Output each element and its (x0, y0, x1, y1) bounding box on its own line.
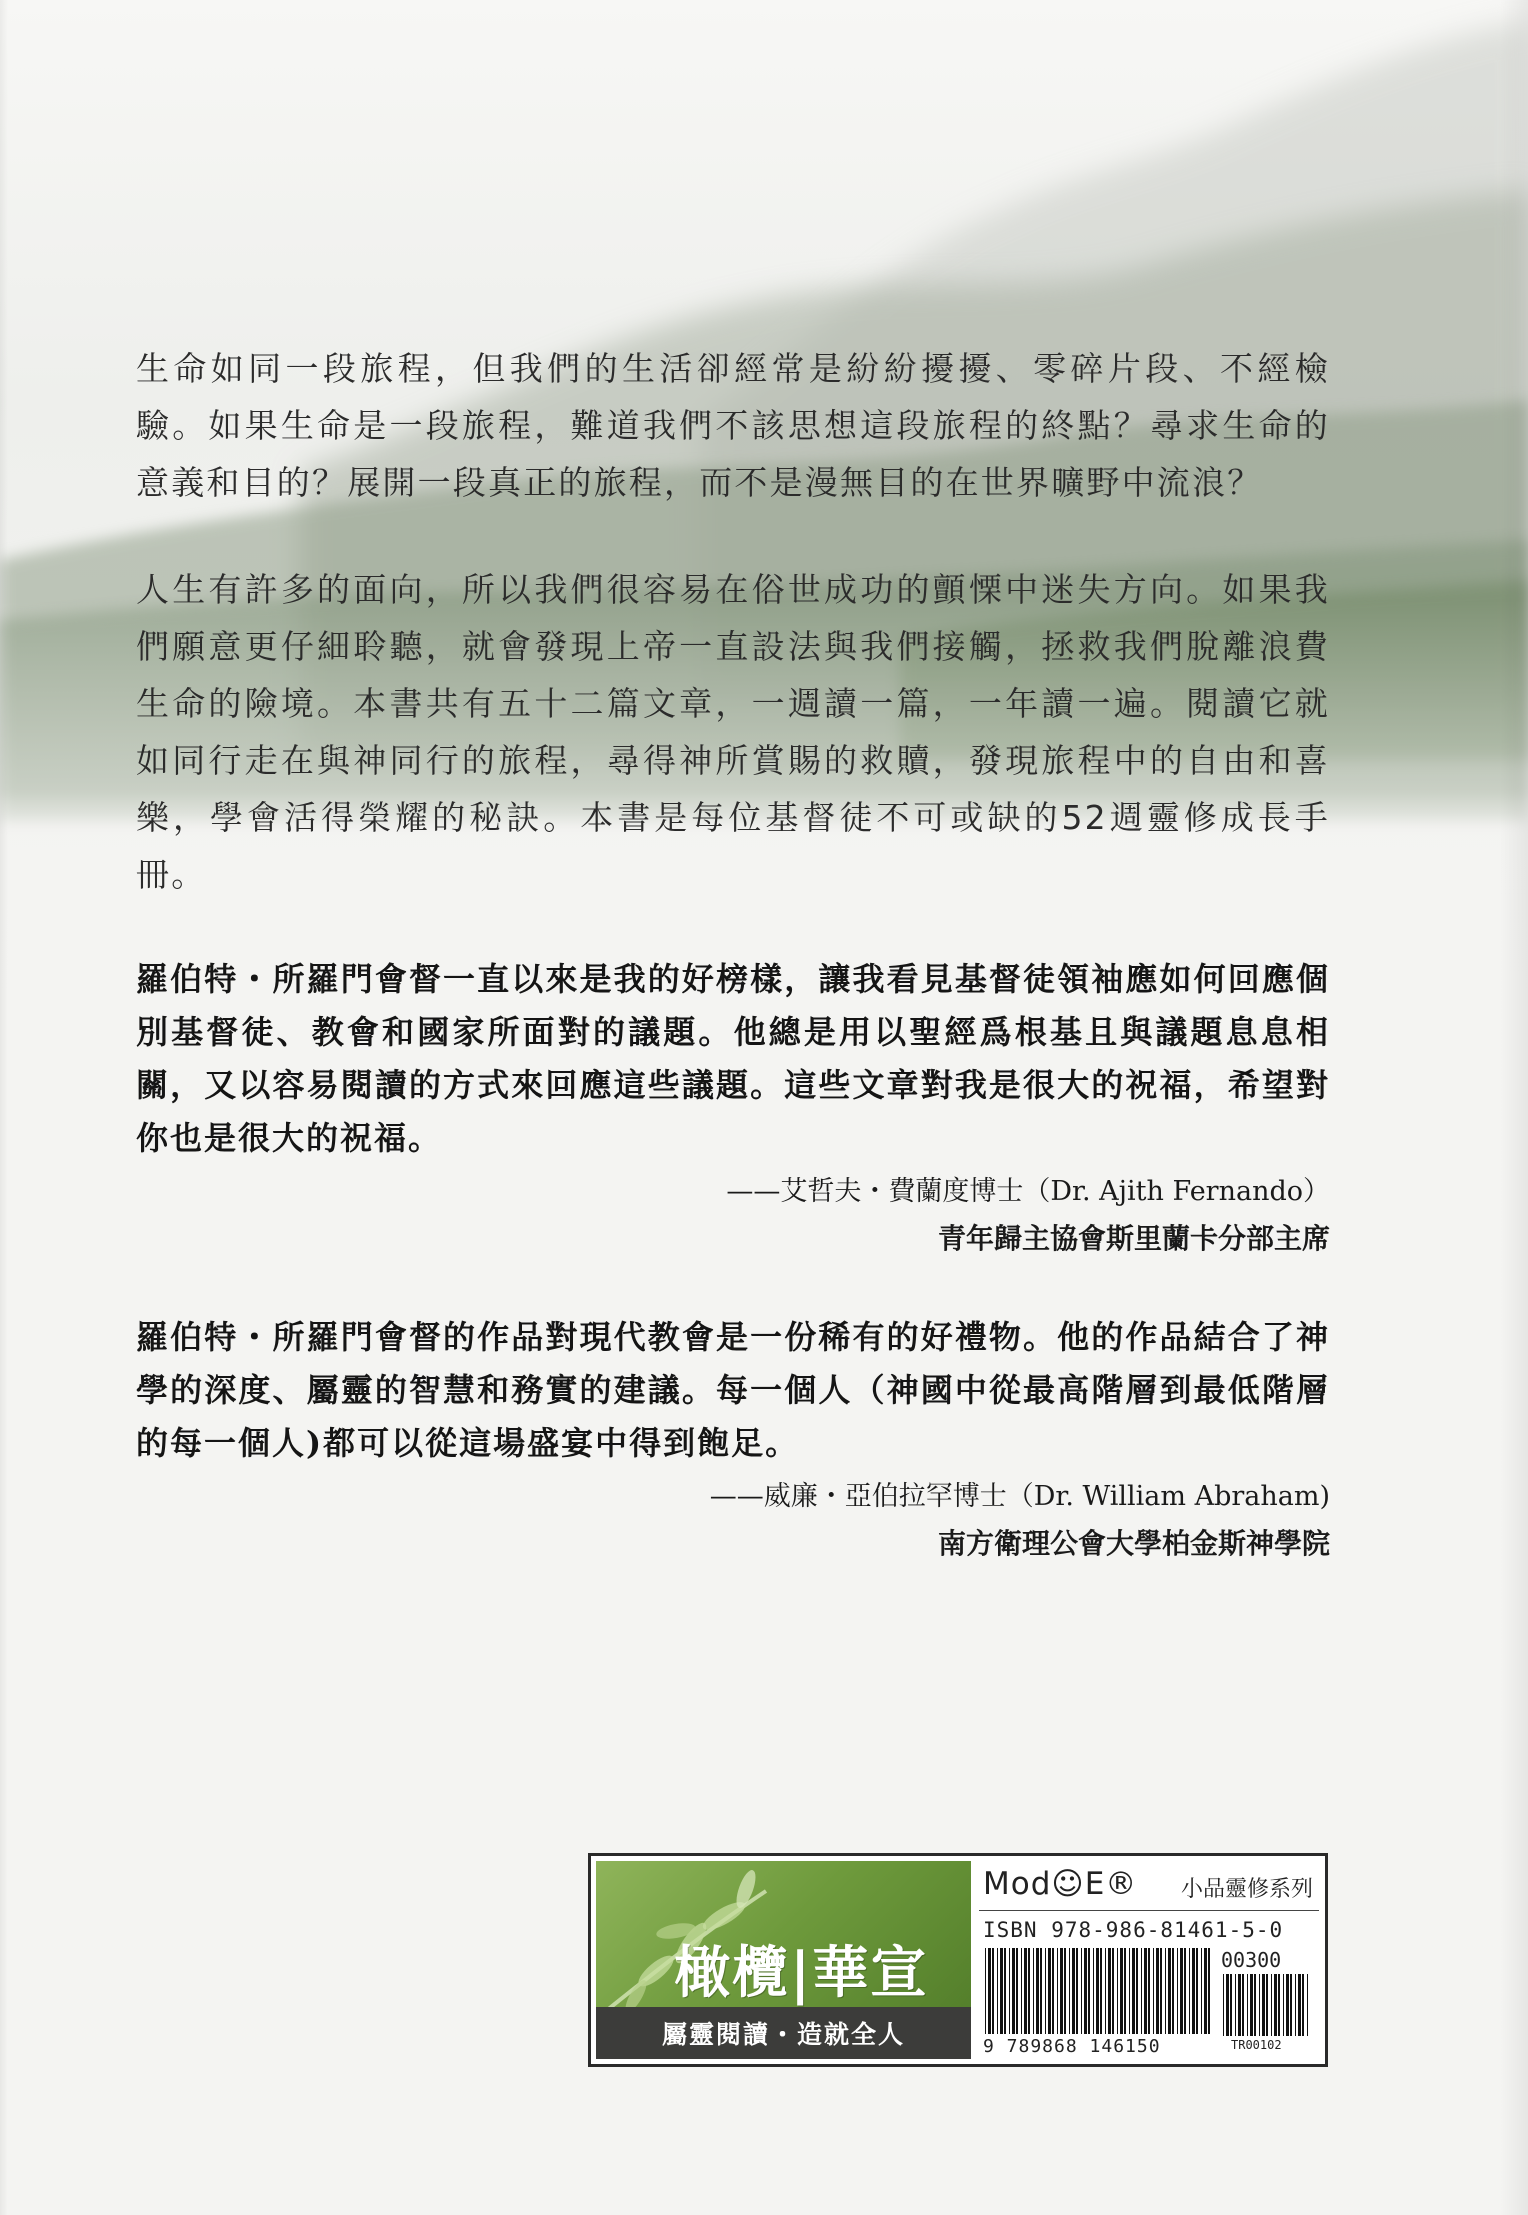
addon-code: TR00102 (1231, 2038, 1282, 2052)
barcode-bar (1084, 1948, 1087, 2034)
barcode-bar (1204, 1948, 1207, 2034)
barcode-bar (1286, 1974, 1289, 2036)
barcode-bar (985, 1948, 986, 2034)
barcode-bar (1180, 1948, 1183, 2034)
barcode-bar (1196, 1948, 1198, 2034)
barcode-bar (1120, 1948, 1123, 2034)
endorsement-attribution: ——艾哲夫・費蘭度博士（Dr. Ajith Fernando） (726, 1176, 1330, 1207)
barcode-bar (1235, 1974, 1236, 2036)
barcode-bar (1036, 1948, 1039, 2034)
barcode-bar (1274, 1974, 1277, 2036)
barcode-bar (1096, 1948, 1099, 2034)
endorsement-quote: 羅伯特・所羅門會督的作品對現代教會是一份稀有的好禮物。他的作品結合了神學的深度、屬靈的智慧和務實的建議。每一個人（神國中從最高階層到最低階層的每一個人)都可以從這場盛宴中得到飽足。 (136, 1318, 1330, 1462)
barcode-bar (1168, 1948, 1171, 2034)
barcode-bar (1057, 1948, 1058, 2034)
barcode-bar (1021, 1948, 1022, 2034)
brand-logo: Mod☺E® (983, 1866, 1138, 1902)
endorsement-attribution: ——威廉・亞伯拉罕博士（Dr. William Abraham) (709, 1481, 1330, 1512)
barcode-bar (1156, 1948, 1159, 2034)
barcode-bar (1144, 1948, 1147, 2034)
barcode-bar (1259, 1974, 1260, 2036)
barcode-bar (1012, 1948, 1015, 2034)
barcode-bar (1148, 1948, 1150, 2034)
barcode-bar (1100, 1948, 1102, 2034)
barcode-bar (1048, 1948, 1051, 2034)
description-paragraph-1: 生命如同一段旅程，但我們的生活卻經常是紛紛擾擾、零碎片段、不經檢驗。如果生命是一段旅程，難道我們不該思想這段旅程的終點？尋求生命的意義和目的？展開一段真正的旅程，而不是漫無目的在世界曠野中流浪？ (136, 349, 1330, 502)
description-paragraph-2: 人生有許多的面向，所以我們很容易在俗世成功的顫慄中迷失方向。如果我們願意更仔細聆聽，就會發現上帝一直設法與我們接觸，拯救我們脫離浪費生命的險境。本書共有五十二篇文章，一週讀一篇，一年讀一遍。閱讀它就如同行走在與神同行的旅程，尋得神所賞賜的救贖，發現旅程中的自由和喜樂，學會活得榮耀的秘訣。本書是每位基督徒不可或缺的52週靈修成長手冊。 (136, 570, 1330, 894)
series-row (979, 1862, 1319, 1911)
barcode-bar (1223, 1974, 1224, 2036)
barcode-bar (1093, 1948, 1094, 2034)
barcode-bar (1189, 1948, 1190, 2034)
barcode-bar (1132, 1948, 1135, 2034)
ean-barcode (983, 1948, 1213, 2034)
barcode-bar (1192, 1948, 1195, 2034)
barcode-bar (1153, 1948, 1154, 2034)
barcode-bar (1307, 1974, 1308, 2036)
barcode-bar (1262, 1974, 1265, 2036)
barcode-bar (1009, 1948, 1010, 2034)
barcode-bar (1295, 1974, 1296, 2036)
barcode-bar (1129, 1948, 1130, 2034)
barcode-bar (1136, 1948, 1138, 2034)
slogan-bar (596, 2007, 971, 2059)
barcode-bar (1290, 1974, 1292, 2036)
barcode-bar (1254, 1974, 1256, 2036)
endorsement-2 (136, 1311, 1330, 1568)
barcode-bar (1160, 1948, 1162, 2034)
barcode-bar (1004, 1948, 1006, 2034)
barcode-bar (992, 1948, 994, 2034)
logo-wordmark: 橄欖|華宣 (674, 1940, 929, 2006)
barcode-bar (1271, 1974, 1272, 2036)
barcode-bar (1108, 1948, 1111, 2034)
barcode-bar (1238, 1974, 1241, 2036)
publisher-logo (596, 1861, 971, 2059)
barcode-bar (1283, 1974, 1284, 2036)
barcode-bar (997, 1948, 998, 2034)
publisher-barcode-box (588, 1853, 1328, 2067)
barcode-bar (1024, 1948, 1027, 2034)
barcode-bar (1064, 1948, 1066, 2034)
barcode-bar (1177, 1948, 1178, 2034)
endorsement-role: 青年歸主協會斯里蘭卡分部主席 (937, 1222, 1330, 1255)
endorsement-role: 南方衛理公會大學柏金斯神學院 (937, 1527, 1330, 1560)
back-cover-text (136, 340, 1330, 1616)
barcode-bar (1124, 1948, 1126, 2034)
barcode-bar (1278, 1974, 1280, 2036)
barcode-bar (1081, 1948, 1082, 2034)
barcode-bar (1112, 1948, 1114, 2034)
barcode-bar (1016, 1948, 1018, 2034)
barcode-bar (1033, 1948, 1034, 2034)
barcode-bar (1165, 1948, 1166, 2034)
series-name: 小品靈修系列 (1180, 1877, 1313, 1902)
barcode-bar (1298, 1974, 1301, 2036)
barcode-bar (1028, 1948, 1030, 2034)
barcode-bar (1000, 1948, 1003, 2034)
price-code: 00300 (1221, 1948, 1282, 1972)
barcode-bar (1226, 1974, 1229, 2036)
barcode-bar (1250, 1974, 1253, 2036)
barcode-bar (1072, 1948, 1075, 2034)
barcode-number: 9 789868 146150 (983, 2036, 1161, 2057)
barcode-bar (1069, 1948, 1070, 2034)
slogan-text: 屬靈閱讀・造就全人 (661, 2020, 905, 2049)
barcode-bar (1117, 1948, 1118, 2034)
barcode-bar (1076, 1948, 1078, 2034)
barcode-bar (1242, 1974, 1244, 2036)
barcode-bar (1247, 1974, 1248, 2036)
barcode-bar (1060, 1948, 1063, 2034)
barcode-bar (1302, 1974, 1304, 2036)
barcode-bar (1088, 1948, 1090, 2034)
endorsement-quote: 羅伯特・所羅門會督一直以來是我的好榜樣，讓我看見基督徒領袖應如何回應個別基督徒、教會和國家所面對的議題。他總是用以聖經爲根基且與議題息息相關，又以容易閱讀的方式來回應這些議題。這些文章對我是很大的祝福，希望對你也是很大的祝福。 (136, 960, 1330, 1157)
endorsement-1 (136, 953, 1330, 1263)
barcode-bar (1201, 1948, 1202, 2034)
barcode-bar (1172, 1948, 1174, 2034)
addon-barcode (1221, 1974, 1313, 2036)
barcode-bar (1184, 1948, 1186, 2034)
barcode-bar (1052, 1948, 1054, 2034)
barcode-bar (1266, 1974, 1268, 2036)
barcode-bar (1040, 1948, 1042, 2034)
barcode-bar (1105, 1948, 1106, 2034)
barcode-bar (1045, 1948, 1046, 2034)
barcode-bar (1208, 1948, 1210, 2034)
barcode-bar (1141, 1948, 1142, 2034)
barcode-bar (1230, 1974, 1232, 2036)
barcode-bar (988, 1948, 991, 2034)
isbn-text: ISBN 978-986-81461-5-0 (983, 1918, 1284, 1942)
